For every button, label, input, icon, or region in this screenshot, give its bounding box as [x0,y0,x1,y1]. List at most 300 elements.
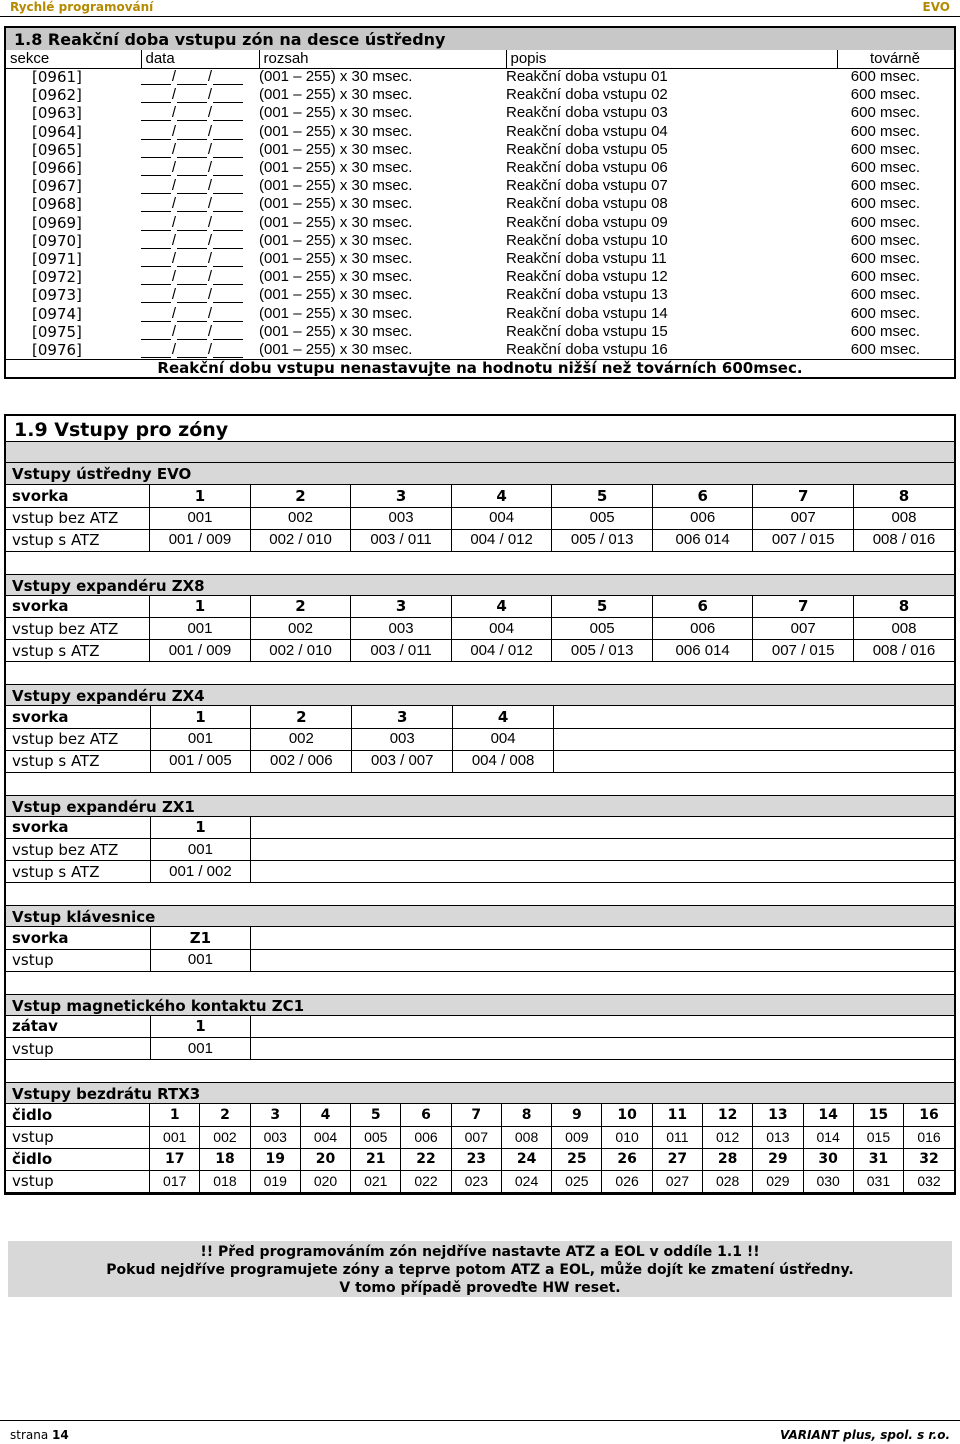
value-cell: 8 [853,596,954,618]
value-cell: 2 [250,596,351,618]
section-code: [0975] [32,322,82,341]
description-cell: Reakční doba vstupu 14 [506,304,668,322]
page-label: strana [10,1428,49,1442]
value-cell: 004 / 012 [451,640,552,662]
value-cell: 006 014 [652,529,752,551]
table-row [6,949,954,971]
value-cell: 1 [150,817,251,839]
input-group [6,684,954,795]
range-cell: (001 – 255) x 30 msec. [259,159,413,177]
section-code: [0968] [32,195,82,214]
warning-line: V tomo případě proveďte HW reset. [339,1280,621,1296]
value-cell: 003 / 011 [351,640,452,662]
section-code: [0974] [32,304,82,323]
value-cell: 001 [150,839,251,861]
section-1-9-bar [6,442,954,463]
row-label: svorka [6,817,150,839]
value-cell: 1 [150,485,251,507]
value-cell: 028 [703,1170,753,1192]
header-right: EVO [922,0,950,14]
value-cell: 001 [150,1038,251,1060]
table-row [6,250,954,268]
value-cell: 008 [853,507,954,529]
value-cell: 6 [652,485,752,507]
range-cell: (001 – 255) x 30 msec. [259,68,413,86]
value-cell: 2 [200,1104,250,1126]
value-cell: 031 [853,1170,903,1192]
group-title: Vstupy expandéru ZX8 [6,574,954,596]
value-cell: 022 [401,1170,451,1192]
value-cell: 24 [501,1148,551,1170]
row-label: vstup s ATZ [6,861,150,883]
value-cell: 007 [753,507,854,529]
factory-default-cell: 600 msec. [850,122,920,140]
row-label: vstup s ATZ [6,750,150,772]
table-row [6,159,954,177]
range-cell: (001 – 255) x 30 msec. [259,231,413,249]
data-entry-field[interactable]: / / [141,250,259,268]
value-cell: 006 [652,507,752,529]
input-group [6,463,954,574]
group-spacer [6,1060,954,1082]
section-1-9 [4,414,956,1195]
description-cell: Reakční doba vstupu 08 [506,195,668,213]
value-cell: 008 [501,1126,551,1148]
table-row [6,507,954,529]
value-cell: 005 [351,1126,401,1148]
value-cell: Z1 [150,927,251,949]
value-cell: 16 [904,1104,954,1126]
group-title: Vstupy expandéru ZX4 [6,684,954,706]
value-cell: 4 [451,485,552,507]
value-cell: 015 [853,1126,903,1148]
group-spacer [6,773,954,795]
factory-default-cell: 600 msec. [850,231,920,249]
input-group [6,994,954,1083]
value-cell: 003 [351,618,452,640]
value-cell: 004 [453,728,554,750]
value-cell: 026 [602,1170,652,1192]
table-row [6,177,954,195]
range-cell: (001 – 255) x 30 msec. [259,304,413,322]
value-cell: 004 / 012 [451,529,552,551]
value-cell: 024 [501,1170,551,1192]
col-rozsah: rozsah [259,50,506,68]
group-title: Vstupy ústředny EVO [6,463,954,485]
value-cell: 004 [300,1126,350,1148]
value-cell: 002 [200,1126,250,1148]
value-cell: 9 [552,1104,602,1126]
factory-default-cell: 600 msec. [850,304,920,322]
description-cell: Reakční doba vstupu 16 [506,340,668,358]
page-footer [0,1420,960,1444]
group-title: Vstup klávesnice [6,905,954,927]
value-cell: 4 [451,596,552,618]
col-tovarne: továrně [837,50,954,68]
value-cell: 012 [703,1126,753,1148]
value-cell: 2 [251,706,352,728]
table-row [6,1038,954,1060]
group-table [6,1016,954,1061]
value-cell: 019 [250,1170,300,1192]
value-cell: 002 [250,507,351,529]
group-spacer [6,883,954,905]
reaction-time-rows [6,68,954,359]
table-row [6,68,954,86]
group-table [6,596,954,663]
value-cell: 007 / 015 [753,529,854,551]
value-cell: 10 [602,1104,652,1126]
value-cell: 008 / 016 [853,640,954,662]
value-cell: 003 / 011 [351,529,452,551]
value-cell: 003 [250,1126,300,1148]
value-cell: 004 [451,507,552,529]
description-cell: Reakční doba vstupu 06 [506,159,668,177]
value-cell: 016 [904,1126,954,1148]
col-popis: popis [506,50,837,68]
factory-default-cell: 600 msec. [850,140,920,158]
table-row [6,817,954,839]
value-cell: 6 [401,1104,451,1126]
section-code: [0971] [32,249,82,268]
data-entry-field[interactable]: / / [141,195,259,213]
value-cell: 1 [150,706,251,728]
data-entry-field[interactable]: / / [141,68,259,86]
value-cell: 3 [250,1104,300,1126]
table-row [6,123,954,141]
value-cell: 002 / 010 [250,529,351,551]
value-cell: 025 [552,1170,602,1192]
table-row [6,728,954,750]
table-row [6,286,954,304]
value-cell: 19 [250,1148,300,1170]
value-cell: 5 [552,596,653,618]
row-label: vstup s ATZ [6,529,150,551]
table-row [6,1170,954,1192]
range-cell: (001 – 255) x 30 msec. [259,268,413,286]
section-code: [0961] [32,68,82,87]
table-row [6,706,954,728]
value-cell: 31 [853,1148,903,1170]
value-cell: 002 [251,728,352,750]
value-cell: 005 / 013 [552,529,653,551]
col-data: data [141,50,259,68]
section-code: [0965] [32,140,82,159]
data-entry-field[interactable]: / / [141,268,259,286]
value-cell: 003 [352,728,453,750]
table-row [6,86,954,104]
row-label: vstup [6,1038,150,1060]
range-cell: (001 – 255) x 30 msec. [259,177,413,195]
value-cell: 7 [451,1104,501,1126]
value-cell: 003 [351,507,452,529]
empty-cell [251,1038,954,1060]
data-entry-field[interactable]: / / [141,341,259,359]
zone-input-groups [6,463,954,1193]
value-cell: 22 [401,1148,451,1170]
value-cell: 009 [552,1126,602,1148]
range-cell: (001 – 255) x 30 msec. [259,140,413,158]
table-row [6,323,954,341]
table-row [6,861,954,883]
data-entry-field[interactable]: / / [141,159,259,177]
factory-default-cell: 600 msec. [850,159,920,177]
description-cell: Reakční doba vstupu 04 [506,122,668,140]
section-code: [0967] [32,177,82,196]
header-rule [0,16,960,17]
data-entry-field[interactable]: / / [141,323,259,341]
value-cell: 15 [853,1104,903,1126]
range-cell: (001 – 255) x 30 msec. [259,86,413,104]
empty-cell [251,1016,954,1038]
value-cell: 005 [552,618,653,640]
value-cell: 006 [652,618,752,640]
row-label: čidlo [6,1148,150,1170]
value-cell: 7 [753,596,854,618]
value-cell: 001 [150,728,251,750]
row-label: vstup bez ATZ [6,507,150,529]
value-cell: 30 [803,1148,853,1170]
value-cell: 006 [401,1126,451,1148]
empty-cell [251,949,954,971]
value-cell: 007 [451,1126,501,1148]
data-entry-field[interactable]: / / [141,123,259,141]
table-row [6,596,954,618]
range-cell: (001 – 255) x 30 msec. [259,340,413,358]
description-cell: Reakční doba vstupu 09 [506,213,668,231]
row-label: vstup [6,1126,150,1148]
value-cell: 010 [602,1126,652,1148]
table-row [6,268,954,286]
row-label: čidlo [6,1104,150,1126]
section-code: [0966] [32,159,82,178]
value-cell: 4 [300,1104,350,1126]
value-cell: 3 [351,596,452,618]
value-cell: 003 / 007 [352,750,453,772]
value-cell: 14 [803,1104,853,1126]
row-label: zátav [6,1016,150,1038]
value-cell: 029 [753,1170,803,1192]
page-header [0,0,960,18]
value-cell: 030 [803,1170,853,1192]
row-label: vstup [6,949,150,971]
reaction-time-table [6,50,954,359]
group-title: Vstupy bezdrátu RTX3 [6,1082,954,1104]
value-cell: 12 [703,1104,753,1126]
value-cell: 1 [150,1016,251,1038]
value-cell: 008 / 016 [853,529,954,551]
value-cell: 017 [150,1170,200,1192]
value-cell: 008 [853,618,954,640]
section-code: [0963] [32,104,82,123]
factory-default-cell: 600 msec. [850,68,920,86]
value-cell: 20 [300,1148,350,1170]
group-title: Vstup expandéru ZX1 [6,795,954,817]
value-cell: 23 [451,1148,501,1170]
empty-cell [251,817,954,839]
input-group [6,1082,954,1193]
value-cell: 5 [552,485,653,507]
value-cell: 26 [602,1148,652,1170]
value-cell: 001 / 009 [150,529,251,551]
empty-cell [554,750,954,772]
row-label: svorka [6,596,150,618]
group-spacer [6,662,954,684]
value-cell: 32 [904,1148,954,1170]
input-group [6,574,954,685]
range-cell: (001 – 255) x 30 msec. [259,249,413,267]
factory-default-cell: 600 msec. [850,322,920,340]
data-entry-field[interactable]: / / [141,177,259,195]
value-cell: 005 [552,507,653,529]
factory-default-cell: 600 msec. [850,104,920,122]
value-cell: 032 [904,1170,954,1192]
description-cell: Reakční doba vstupu 05 [506,140,668,158]
table-row [6,1148,954,1170]
data-entry-field[interactable]: / / [141,86,259,104]
value-cell: 002 / 006 [251,750,352,772]
value-cell: 21 [351,1148,401,1170]
section-code: [0973] [32,286,82,305]
range-cell: (001 – 255) x 30 msec. [259,122,413,140]
description-cell: Reakční doba vstupu 12 [506,268,668,286]
warning-line: Pokud nejdříve programujete zóny a teprve potom ATZ a EOL, může dojít ke zmatení ústředny. [106,1262,854,1278]
row-label: vstup s ATZ [6,640,150,662]
factory-default-cell: 600 msec. [850,286,920,304]
factory-default-cell: 600 msec. [850,340,920,358]
range-cell: (001 – 255) x 30 msec. [259,195,413,213]
section-1-8-note: Reakční dobu vstupu nenastavujte na hodnotu nižší než továrních 600msec. [6,359,954,377]
empty-cell [251,839,954,861]
description-cell: Reakční doba vstupu 13 [506,286,668,304]
col-sekce: sekce [6,50,141,68]
empty-cell [251,927,954,949]
description-cell: Reakční doba vstupu 01 [506,68,668,86]
factory-default-cell: 600 msec. [850,213,920,231]
range-cell: (001 – 255) x 30 msec. [259,322,413,340]
value-cell: 7 [753,485,854,507]
range-cell: (001 – 255) x 30 msec. [259,104,413,122]
row-label: svorka [6,927,150,949]
value-cell: 004 [451,618,552,640]
section-code: [0972] [32,268,82,287]
row-label: vstup bez ATZ [6,618,150,640]
empty-cell [554,706,954,728]
section-code: [0970] [32,231,82,250]
value-cell: 001 [150,1126,200,1148]
description-cell: Reakční doba vstupu 07 [506,177,668,195]
value-cell: 1 [150,1104,200,1126]
data-entry-field[interactable]: / / [141,232,259,250]
value-cell: 2 [250,485,351,507]
value-cell: 6 [652,596,752,618]
value-cell: 018 [200,1170,250,1192]
data-entry-field[interactable]: / / [141,141,259,159]
value-cell: 007 [753,618,854,640]
row-label: svorka [6,485,150,507]
row-label: svorka [6,706,150,728]
table-row [6,485,954,507]
factory-default-cell: 600 msec. [850,195,920,213]
table-row [6,1016,954,1038]
group-table [6,817,954,884]
data-entry-field[interactable]: / / [141,214,259,232]
value-cell: 5 [351,1104,401,1126]
value-cell: 8 [853,485,954,507]
value-cell: 13 [753,1104,803,1126]
value-cell: 014 [803,1126,853,1148]
table-row [6,214,954,232]
value-cell: 002 / 010 [250,640,351,662]
value-cell: 28 [703,1148,753,1170]
value-cell: 1 [150,596,251,618]
description-cell: Reakční doba vstupu 03 [506,104,668,122]
header-left: Rychlé programování [10,0,154,14]
table-row [6,529,954,551]
table-row [6,104,954,122]
value-cell: 4 [453,706,554,728]
table-row [6,640,954,662]
value-cell: 8 [501,1104,551,1126]
value-cell: 011 [652,1126,702,1148]
data-entry-field[interactable]: / / [141,104,259,122]
value-cell: 004 / 008 [453,750,554,772]
section-code: [0964] [32,122,82,141]
value-cell: 17 [150,1148,200,1170]
group-table [6,485,954,552]
description-cell: Reakční doba vstupu 11 [506,249,667,267]
data-entry-field[interactable]: / / [141,286,259,304]
group-spacer [6,972,954,994]
value-cell: 006 014 [652,640,752,662]
value-cell: 002 [250,618,351,640]
section-code: [0976] [32,340,82,359]
value-cell: 3 [352,706,453,728]
factory-default-cell: 600 msec. [850,86,920,104]
table-row [6,341,954,359]
value-cell: 3 [351,485,452,507]
factory-default-cell: 600 msec. [850,249,920,267]
group-table [6,1104,954,1193]
table-row [6,927,954,949]
value-cell: 001 [150,507,251,529]
description-cell: Reakční doba vstupu 02 [506,86,668,104]
table-row [6,618,954,640]
value-cell: 001 / 002 [150,861,251,883]
section-code: [0969] [32,213,82,232]
group-spacer [6,552,954,574]
table-row [6,839,954,861]
value-cell: 005 / 013 [552,640,653,662]
value-cell: 18 [200,1148,250,1170]
row-label: vstup bez ATZ [6,839,150,861]
range-cell: (001 – 255) x 30 msec. [259,286,413,304]
table-row [6,232,954,250]
table-row [6,1126,954,1148]
company-name: VARIANT plus, spol. s r.o. [780,1428,950,1442]
data-entry-field[interactable]: / / [141,304,259,322]
table-row [6,304,954,322]
empty-cell [554,728,954,750]
input-group [6,905,954,994]
value-cell: 023 [451,1170,501,1192]
table-row [6,195,954,213]
input-group [6,795,954,906]
factory-default-cell: 600 msec. [850,268,920,286]
value-cell: 020 [300,1170,350,1192]
value-cell: 11 [652,1104,702,1126]
group-title: Vstup magnetického kontaktu ZC1 [6,994,954,1016]
